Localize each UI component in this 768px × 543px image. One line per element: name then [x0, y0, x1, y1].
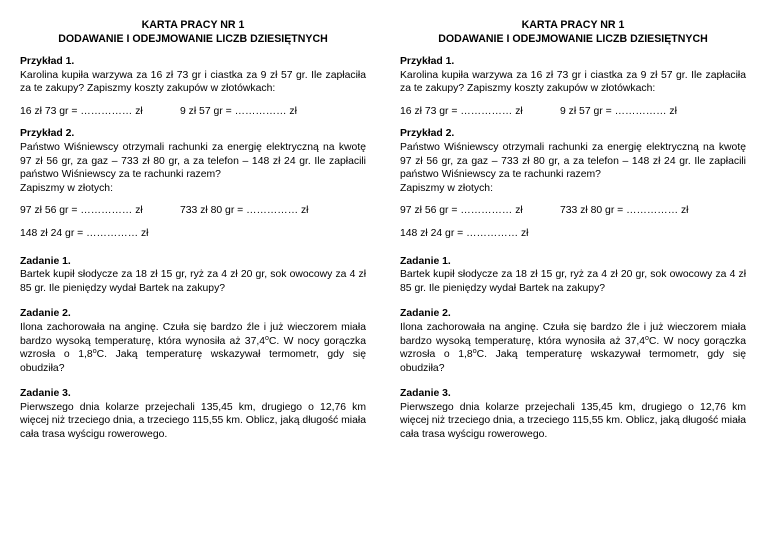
task-2: [400, 307, 746, 375]
example-2-heading: Przykład 2.: [400, 128, 455, 140]
task-3-text: Pierwszego dnia kolarze przejechali 135,45 km, drugiego o 12,76 km więcej niż trzeciego dnia, a trzeciego 115,55 km. Oblicz, jaką długość miała cała trasa wyścigu rowerowego.: [400, 401, 746, 441]
degree-sign-1: o: [265, 334, 269, 342]
example-2-blank-b: 733 zł 80 gr = …………… zł: [180, 205, 309, 217]
example-1-text: Karolina kupiła warzywa za 16 zł 73 gr i ciastka za 9 zł 57 gr. Ile zapłaciła za te zakupy? Zapiszmy koszty zakupów w złotówkach:: [400, 69, 746, 95]
example-2-blank-a: 97 zł 56 gr = …………… zł: [20, 205, 143, 217]
example-2-blank-a: 97 zł 56 gr = …………… zł: [400, 205, 523, 217]
example-2-text2: Zapiszmy w złotych:: [400, 182, 493, 194]
task-2-text-after: C. Jaką temperaturę wskazywał termometr, gdy się obudziła?: [20, 349, 367, 374]
example-2-text: Państwo Wiśniewscy otrzymali rachunki za energię elektryczną na kwotę 97 zł 56 gr, za gaz – 733 zł 80 gr, a za telefon – 148 zł 24 gr. Ile zapłacili państwo Wiśniewscy za te rachunki razem?: [400, 141, 746, 181]
example-1-blank-b: 9 zł 57 gr = …………… zł: [560, 105, 677, 117]
example-1-heading: Przykład 1.: [400, 56, 455, 67]
card-subtitle: DODAWANIE I ODEJMOWANIE LICZB DZIESIĘTNYCH: [438, 33, 708, 45]
task-2-text-before: Ilona zachorowała na anginę. Czuła się bardzo źle i już wieczorem miała bardzo wysoką temperaturę, która wynosiła aż 37,4: [400, 321, 746, 347]
example-2-blank-c: 148 zł 24 gr = …………… zł: [20, 227, 149, 239]
degree-sign-2: o: [472, 348, 477, 356]
example-1-text: Karolina kupiła warzywa za 16 zł 73 gr i ciastka za 9 zł 57 gr. Ile zapłaciła za te zakupy? Zapiszmy koszty zakupów w złotówkach:: [20, 69, 366, 95]
example-2: [20, 127, 366, 240]
example-2-blanks-2: [400, 227, 746, 241]
task-1: [400, 255, 746, 296]
task-1-text: Bartek kupił słodycze za 18 zł 15 gr, ryż za 4 zł 20 gr, sok owocowy za 4 zł 85 gr. Ile pieniędzy wydał Bartek na zakupy?: [400, 269, 746, 294]
example-1-blank-a: 16 zł 73 gr = …………… zł: [400, 105, 523, 117]
worksheet-left: [20, 18, 366, 442]
example-2-heading: Przykład 2.: [20, 128, 75, 140]
task-2: [20, 307, 366, 375]
card-title: KARTA PRACY NR 1: [521, 19, 625, 31]
example-1-blank-a: 16 zł 73 gr = …………… zł: [20, 105, 143, 117]
task-2-heading: Zadanie 2.: [400, 308, 451, 320]
task-2-text-before: Ilona zachorowała na anginę. Czuła się bardzo źle i już wieczorem miała bardzo wysoką temperaturę, która wynosiła aż 37,4: [20, 321, 366, 347]
example-2-blanks: [20, 204, 366, 218]
example-2-blank-b: 733 zł 80 gr = …………… zł: [560, 205, 689, 217]
task-1-heading: Zadanie 1.: [20, 255, 71, 267]
task-2-text: [20, 321, 366, 375]
task-3-text: Pierwszego dnia kolarze przejechali 135,45 km, drugiego o 12,76 km więcej niż trzeciego dnia, a trzeciego 115,55 km. Oblicz, jaką długość miała cała trasa wyścigu rowerowego.: [20, 401, 366, 441]
card-title: KARTA PRACY NR 1: [141, 19, 245, 31]
task-2-heading: Zadanie 2.: [20, 308, 71, 320]
example-2-text: Państwo Wiśniewscy otrzymali rachunki za energię elektryczną na kwotę 97 zł 56 gr, za gaz – 733 zł 80 gr, a za telefon – 148 zł 24 gr. Ile zapłacili państwo Wiśniewscy za te rachunki razem?: [20, 141, 366, 181]
task-3-heading: Zadanie 3.: [20, 388, 71, 400]
example-2-blanks: [400, 204, 746, 218]
example-2-blank-c: 148 zł 24 gr = …………… zł: [400, 227, 529, 239]
task-2-text-middle: C. W nocy gorączka wzrosła o 1,8: [400, 335, 746, 361]
example-2-blanks-2: [20, 227, 366, 241]
example-2-text2: Zapiszmy w złotych:: [20, 182, 113, 194]
example-2: [400, 127, 746, 240]
example-1-blanks: [20, 105, 366, 119]
task-1-text: Bartek kupił słodycze za 18 zł 15 gr, ryż za 4 zł 20 gr, sok owocowy za 4 zł 85 gr. Ile pieniędzy wydał Bartek na zakupy?: [20, 269, 366, 294]
example-1: [400, 55, 746, 118]
task-1-heading: Zadanie 1.: [400, 255, 451, 267]
example-1: [20, 55, 366, 118]
degree-sign-1: o: [645, 334, 649, 342]
example-1-blank-b: 9 zł 57 gr = …………… zł: [180, 105, 297, 117]
task-3: [20, 387, 366, 441]
worksheet-right: [400, 18, 746, 442]
task-2-text-middle: C. W nocy gorączka wzrosła o 1,8: [20, 335, 366, 361]
task-2-text-after: C. Jaką temperaturę wskazywał termometr, gdy się obudziła?: [400, 349, 747, 374]
task-3-heading: Zadanie 3.: [400, 388, 451, 400]
task-1: [20, 255, 366, 296]
example-1-heading: Przykład 1.: [20, 56, 75, 67]
card-subtitle: DODAWANIE I ODEJMOWANIE LICZB DZIESIĘTNYCH: [58, 33, 328, 45]
task-3: [400, 387, 746, 441]
example-1-blanks: [400, 105, 746, 119]
task-2-text: [400, 321, 746, 375]
degree-sign-2: o: [92, 348, 97, 356]
